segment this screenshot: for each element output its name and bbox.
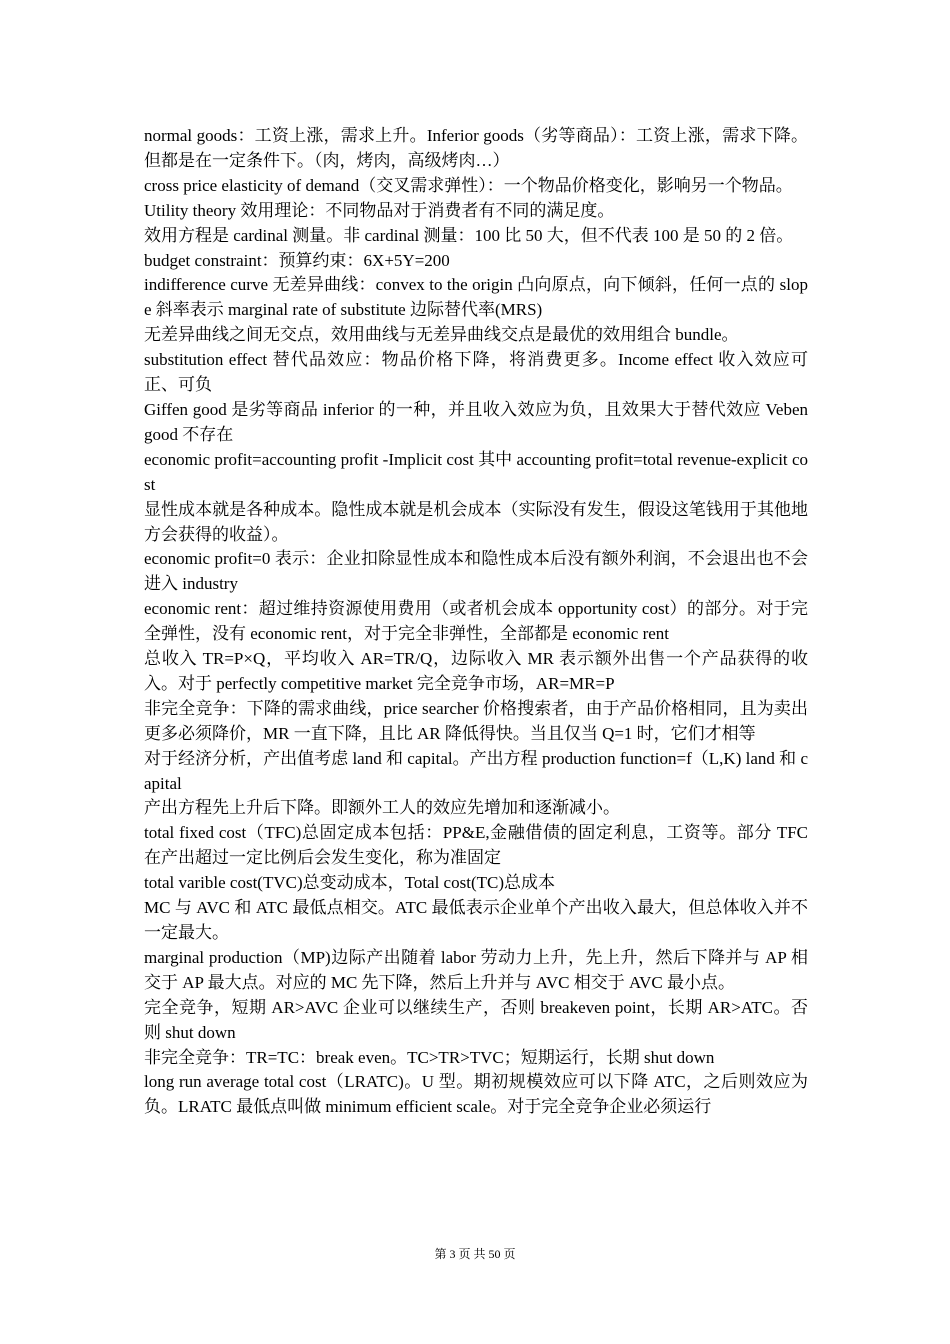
- paragraph-economic-rent: economic rent：超过维持资源使用费用（或者机会成本 opportunity cost）的部分。对于完全弹性，没有 economic rent，对于完全非弹性，全部都是 economic rent: [144, 599, 808, 644]
- paragraph-total-variable-cost: total varible cost(TVC)总变动成本，Total cost(TC)总成本: [144, 873, 555, 893]
- paragraph-budget-constraint: budget constraint：预算约束：6X+5Y=200: [144, 250, 450, 270]
- page-body: [144, 124, 808, 1120]
- paragraph-perfect-competition: 完全竞争，短期 AR>AVC 企业可以继续生产，否则 breakeven point，长期 AR>ATC。否则 shut down: [144, 997, 808, 1042]
- paragraph-break-even: 非完全竞争：TR=TC：break even。TC>TR>TVC；短期运行，长期 shut down: [144, 1047, 715, 1067]
- page-footer: 第 3 页 共 50 页: [434, 1247, 516, 1261]
- paragraph-zero-economic-profit: economic profit=0 表示：企业扣除显性成本和隐性成本后没有额外利润，不会退出也不会进入 industry: [144, 549, 808, 594]
- paragraph-lratc: long run average total cost（LRATC)。U 型。期初规模效应可以下降 ATC，之后则效应为负。LRATC 最低点叫做 minimum efficient scale。对于完全竞争企业必须运行: [144, 1072, 808, 1117]
- paragraph-substitution-effect: substitution effect 替代品效应：物品价格下降，将消费更多。Income effect 收入效应可正、可负: [144, 350, 808, 395]
- paragraph-total-revenue: 总收入 TR=P×Q，平均收入 AR=TR/Q，边际收入 MR 表示额外出售一个产品获得的收入。对于 perfectly competitive market 完全竞争市场，AR=MR=P: [144, 649, 808, 693]
- paragraph-giffen-good: Giffen good 是劣等商品 inferior 的一种，并且收入效应为负，且效果大于替代效应 Veben good 不存在: [144, 399, 808, 444]
- paragraph-no-intersection: 无差异曲线之间无交点，效用曲线与无差异曲线交点是最优的效用组合 bundle。: [144, 325, 739, 345]
- paragraph-explicit-implicit-cost: 显性成本就是各种成本。隐性成本就是机会成本（实际没有发生，假设这笔钱用于其他地方会获得的收益）。: [144, 499, 808, 544]
- paragraph-utility-theory: Utility theory 效用理论：不同物品对于消费者有不同的满足度。: [144, 200, 615, 220]
- paragraph-imperfect-competition: 非完全竞争：下降的需求曲线，price searcher 价格搜索者，由于产品价格相同，且为卖出更多必须降价，MR 一直下降，且比 AR 降低得快。当且仅当 Q=1 时，它们才相等: [144, 698, 808, 743]
- paragraph-total-fixed-cost: total fixed cost（TFC)总固定成本包括：PP&E,金融借债的固定利息，工资等。部分 TFC 在产出超过一定比例后会发生变化，称为准固定: [144, 823, 808, 868]
- paragraph-cross-price-elasticity: cross price elasticity of demand（交叉需求弹性）：一个物品价格变化，影响另一个物品。: [144, 175, 793, 195]
- paragraph-production-function: 对于经济分析，产出值考虑 land 和 capital。产出方程 production function=f（L,K) land 和 capital: [144, 748, 808, 793]
- paragraph-normal-goods: normal goods：工资上涨，需求上升。Inferior goods（劣等商品）：工资上涨，需求下降。但都是在一定条件下。（肉，烤肉，高级烤肉…）: [144, 126, 808, 170]
- paragraph-production-curve: 产出方程先上升后下降。即额外工人的效应先增加和逐渐减小。: [144, 798, 620, 818]
- paragraph-mc-avc-atc: MC 与 AVC 和 ATC 最低点相交。ATC 最低表示企业单个产出收入最大，但总体收入并不一定最大。: [144, 898, 808, 942]
- paragraph-indifference-curve: indifference curve 无差异曲线：convex to the origin 凸向原点，向下倾斜，任何一点的 slope 斜率表示 marginal rate of substitute 边际替代率(MRS): [144, 275, 808, 320]
- paragraph-economic-profit: economic profit=accounting profit -Implicit cost 其中 accounting profit=total revenue-explicit cost: [144, 449, 808, 494]
- paragraph-marginal-production: marginal production（MP)边际产出随着 labor 劳动力上升，先上升，然后下降并与 AP 相交于 AP 最大点。对应的 MC 先下降，然后上升并与 AVC 相交于 AVC 最小点。: [144, 947, 808, 992]
- paragraph-cardinal: 效用方程是 cardinal 测量。非 cardinal 测量：100 比 50 大，但不代表 100 是 50 的 2 倍。: [144, 225, 794, 245]
